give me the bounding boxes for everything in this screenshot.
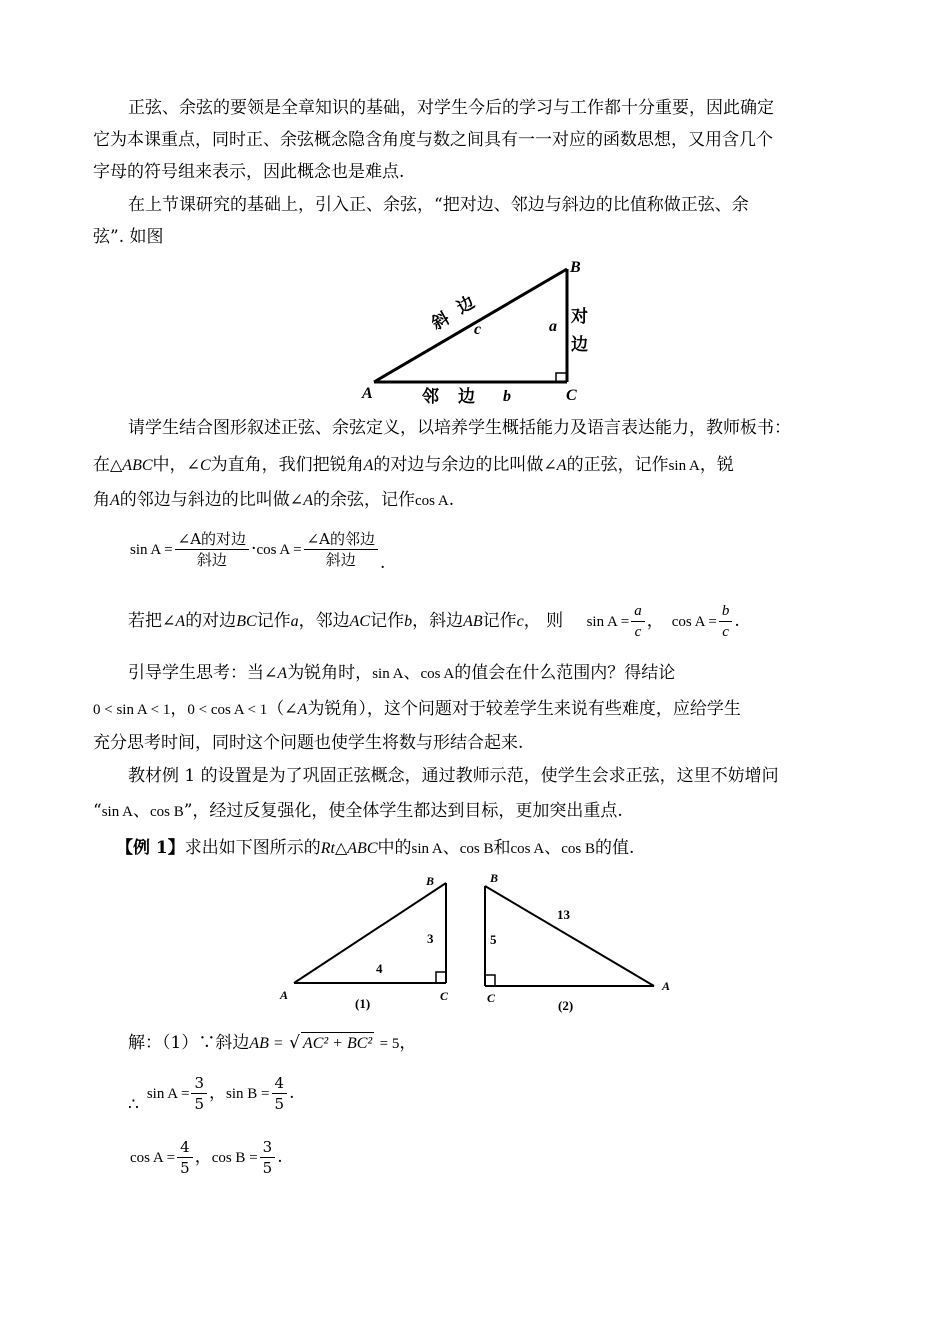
math-sin-a: sin A	[668, 458, 700, 474]
text: ，	[399, 1033, 417, 1053]
math-cos-a: cos A	[420, 666, 455, 682]
paragraph-6-line-2	[93, 800, 623, 823]
denominator: 斜边	[325, 551, 356, 569]
text: 求出如下图所示的	[184, 838, 321, 858]
math-sin-range: 0 < sin A < 1	[93, 702, 171, 718]
numerator: a	[631, 601, 645, 622]
example-triangles-figure	[270, 862, 690, 1022]
text: 、	[132, 801, 150, 821]
sin-b-fraction	[272, 1073, 288, 1114]
sqrt-radicand: AC² + BC²	[301, 1032, 374, 1055]
opposite-label-char-2: 边	[571, 335, 588, 354]
vertex-b-label: B	[570, 259, 581, 276]
hypotenuse-label-char-2: 边	[453, 292, 478, 318]
text: 为锐角），这个问题对于较差学生来说有些难度，应给学生	[307, 699, 741, 719]
denominator: c	[634, 624, 642, 640]
cos-definition-fraction	[304, 529, 378, 570]
text: 角	[93, 490, 110, 510]
text: 为锐角时，	[287, 663, 373, 683]
math-sin-a: sin A	[411, 841, 443, 857]
numerator: ∠A的对边	[175, 529, 249, 550]
numerator: 3	[191, 1073, 207, 1094]
math-rt-triangle: Rt△ABC	[320, 840, 378, 857]
paragraph-3-line-2	[93, 454, 734, 477]
t2-side-bc: 5	[490, 932, 497, 947]
paragraph-5-line-3: 充分思考时间，同时这个问题也使学生将数与形结合起来.	[93, 733, 524, 753]
solution-line-3	[130, 1136, 283, 1179]
text: 在	[93, 455, 110, 475]
math-cos-a: cos A	[510, 841, 545, 857]
t1-vertex-a: A	[280, 988, 289, 1002]
denominator: 5	[180, 1159, 190, 1177]
math-ac: AC	[349, 613, 371, 630]
triangle-1	[279, 874, 449, 1011]
t1-caption: (1)	[355, 996, 371, 1011]
text: 的值.	[595, 838, 635, 858]
text: 解：（1）∵斜边	[128, 1033, 250, 1053]
t1-vertex-b: B	[426, 874, 435, 888]
cos-b-fraction	[260, 1137, 276, 1178]
math-triangle-abc: △ABC	[110, 457, 153, 474]
period: .	[734, 611, 740, 631]
cos-a-fraction	[177, 1137, 193, 1178]
numerator: 4	[272, 1073, 288, 1094]
math-angle-a: ∠A	[289, 492, 313, 509]
period: .	[380, 553, 386, 573]
text: 的余弦，记作	[312, 490, 415, 510]
numerator: b	[719, 601, 733, 622]
denominator: 5	[194, 1095, 205, 1113]
math-a: A	[110, 492, 120, 509]
text: 记作	[256, 611, 291, 631]
math-cos-range: 0 < cos A < 1	[187, 702, 268, 718]
opposite-label-char-1: 对	[571, 307, 588, 326]
math-angle-c: ∠C	[186, 457, 211, 474]
math-cos-b: cos B	[149, 804, 184, 820]
paragraph-2-line-1: 在上节课研究的基础上，引入正、余弦，“把对边、邻边与斜边的比值称做正弦、余	[128, 195, 749, 215]
numerator: ∠A的邻边	[304, 529, 378, 550]
t2-side-ab: 13	[557, 907, 570, 922]
period: .	[289, 1083, 295, 1103]
math-angle-a: ∠A	[264, 665, 288, 682]
math-cos-a-eq: cos A =	[671, 614, 717, 630]
numerator: 3	[260, 1137, 276, 1158]
math-angle-a: ∠A	[284, 701, 308, 718]
math-c: c	[516, 613, 524, 630]
hypotenuse-c-label: c	[474, 321, 482, 338]
math-sin-a: sin A	[372, 666, 404, 682]
t2-caption: (2)	[558, 998, 574, 1013]
math-cos-b: cos B	[459, 841, 494, 857]
paragraph-5-line-2	[93, 698, 741, 721]
math-angle-a: ∠A	[543, 457, 567, 474]
vertex-c-label: C	[566, 387, 577, 404]
text: 、	[403, 663, 421, 683]
text: 和	[493, 838, 511, 858]
math-a: A	[363, 457, 374, 474]
separator: ·	[251, 539, 257, 559]
text: ，邻边	[298, 611, 350, 631]
math-ab-eq: AB =	[249, 1035, 284, 1052]
text: 、	[544, 838, 562, 858]
text: ，	[194, 1147, 212, 1167]
hypotenuse-label-char-1: 斜	[428, 308, 453, 334]
math-cos-a-eq: cos A =	[130, 1150, 176, 1166]
paragraph-6-line-1: 教材例 1 的设置是为了巩固正弦概念，通过教师示范，使学生会求正弦，这里不妨增问	[128, 766, 779, 786]
text: 为直角，我们把锐角	[210, 455, 364, 475]
adjacent-label-char-2: 边	[458, 387, 475, 406]
solution-line-1	[128, 1032, 416, 1055]
paragraph-3-line-3	[93, 489, 454, 512]
t1-vertex-c: C	[440, 989, 449, 1003]
paragraph-1-line-1: 正弦、余弦的要领是全章知识的基础，对学生今后的学习与工作都十分重要，因此确定	[128, 98, 774, 118]
sqrt-expression: √ AC² + BC²	[289, 1033, 373, 1053]
text: ，	[170, 699, 188, 719]
math-ab: AB	[463, 613, 483, 630]
text: （	[267, 699, 285, 719]
math-sin-b-eq: sin B =	[226, 1086, 270, 1102]
sin-definition-fraction	[175, 529, 249, 570]
text: ，锐	[699, 455, 734, 475]
text: 的值会在什么范围内？得结论	[454, 663, 676, 683]
adjacent-b-label: b	[503, 388, 511, 405]
therefore-symbol: ∴	[128, 1095, 139, 1115]
solution-line-2	[128, 1072, 294, 1115]
text: 的邻边与斜边的比叫做	[119, 490, 290, 510]
t2-vertex-c: C	[487, 991, 496, 1005]
text: 记作	[370, 611, 405, 631]
text: ，	[209, 1083, 227, 1103]
t1-side-bc: 3	[427, 931, 434, 946]
example-label: 【例 1】	[116, 838, 185, 858]
text: .	[448, 490, 455, 510]
math-cos-a: cos A	[414, 493, 449, 509]
text: 的对边与余边的比叫做	[373, 455, 544, 475]
math-cos-a-eq: cos A =	[256, 542, 302, 558]
math-sin-a: sin A	[101, 804, 133, 820]
text: 中的	[377, 838, 412, 858]
paragraph-3-line-1: 请学生结合图形叙述正弦、余弦定义，以培养学生概括能力及语言表达能力，教师板书：	[128, 418, 791, 438]
sin-a-fraction	[191, 1073, 207, 1114]
text: “	[93, 801, 102, 821]
sin-ac-fraction	[631, 601, 645, 642]
t1-side-ac: 4	[376, 961, 383, 976]
adjacent-label-char-1: 邻	[422, 387, 439, 406]
t2-vertex-b: B	[490, 871, 499, 885]
math-bc: BC	[236, 613, 257, 630]
text: ，	[646, 611, 664, 631]
vertex-a-label: A	[362, 385, 373, 402]
opposite-a-label: a	[549, 318, 557, 335]
right-triangle-figure	[360, 252, 600, 408]
paragraph-2-line-2: 弦”. 如图	[93, 227, 164, 247]
denominator: 5	[274, 1095, 285, 1113]
denominator: 斜边	[196, 551, 227, 569]
math-b: b	[404, 613, 413, 630]
period: .	[277, 1147, 283, 1167]
example-1-statement	[116, 837, 634, 860]
triangle-abc	[374, 269, 567, 382]
text: 引导学生思考：当	[128, 663, 264, 683]
numerator: 4	[177, 1137, 193, 1158]
paragraph-5-line-1	[128, 662, 675, 685]
math-cos-b: cos B	[561, 841, 596, 857]
text: 记作	[482, 611, 517, 631]
denominator: 5	[262, 1159, 273, 1177]
math-angle-a: ∠A	[162, 613, 186, 630]
triangle-2	[485, 871, 670, 1013]
text: ，斜边	[412, 611, 464, 631]
math-a: a	[290, 613, 299, 630]
t2-vertex-a: A	[662, 979, 671, 993]
text: ， 则	[523, 611, 564, 631]
paragraph-1-line-3: 字母的符号组来表示，因此概念也是难点.	[93, 162, 405, 182]
paragraph-1-line-2: 它为本课重点，同时正、余弦概念隐含角度与数之间具有一一对应的函数思想，又用含几个	[93, 130, 773, 150]
math-cos-b-eq: cos B =	[211, 1150, 258, 1166]
text: 、	[442, 838, 460, 858]
denominator: c	[722, 624, 729, 640]
text: ”，经过反复强化，使全体学生都达到目标，更加突出重点.	[183, 801, 623, 821]
cos-bc-fraction	[719, 601, 733, 642]
text: 的正弦，记作	[566, 455, 669, 475]
math-sin-a-eq: sin A =	[130, 542, 173, 558]
text: 的对边	[185, 611, 237, 631]
math-sin-a-eq: sin A =	[146, 1086, 190, 1102]
definition-formula	[130, 528, 385, 571]
text: 若把	[128, 611, 162, 631]
math-eq-5: = 5	[379, 1036, 400, 1052]
math-sin-a-eq: sin A =	[586, 614, 630, 630]
text: 中，	[152, 455, 187, 475]
paragraph-4	[128, 600, 740, 643]
